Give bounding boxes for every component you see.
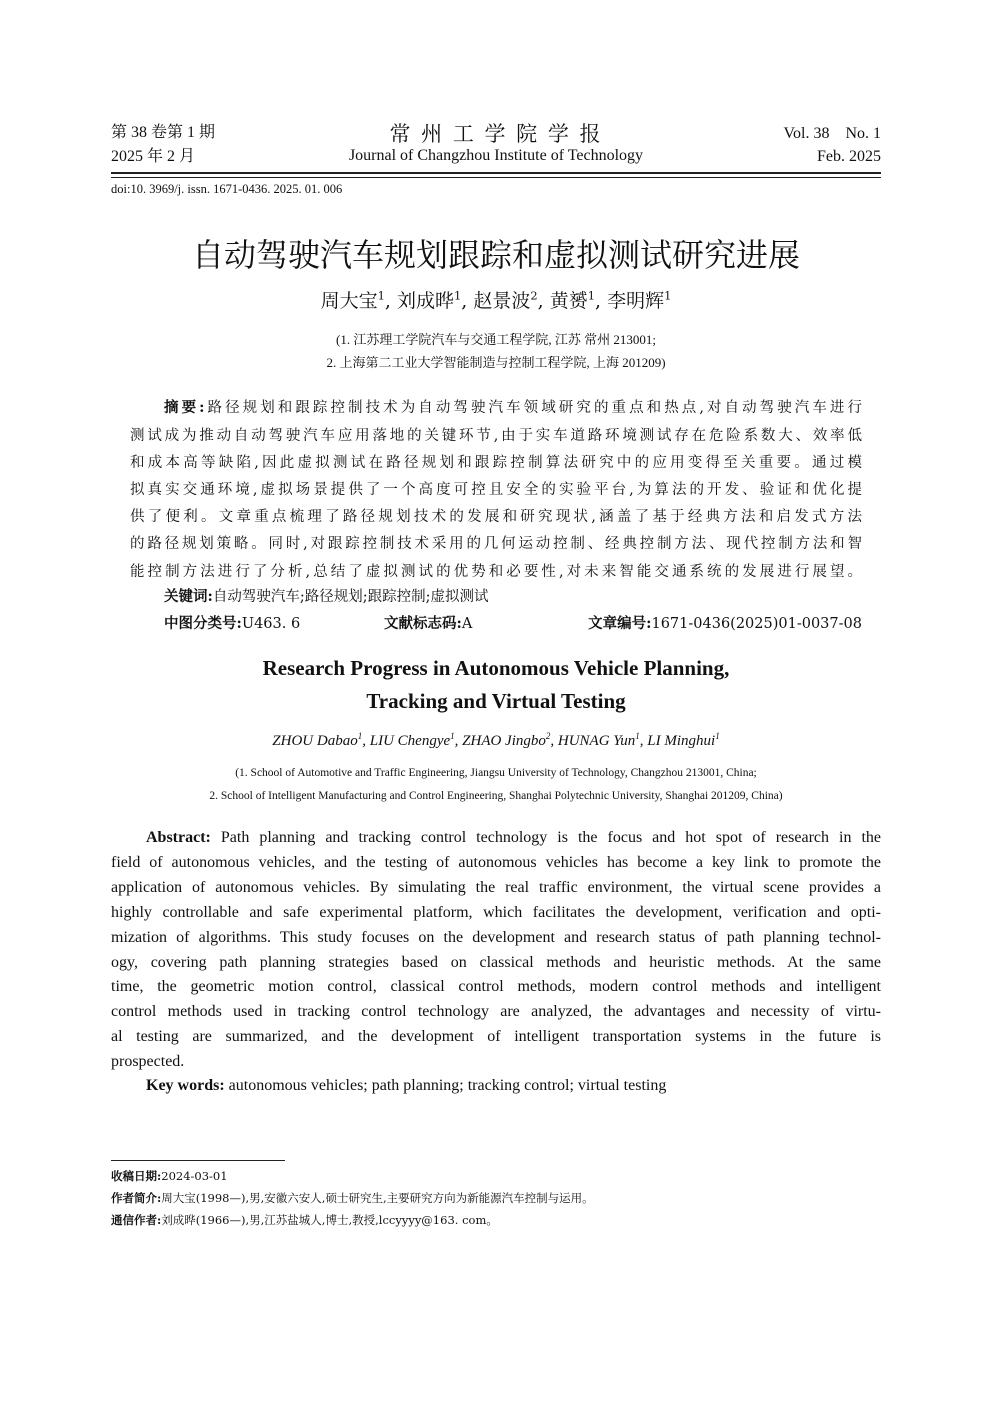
clc-value: U463. 6 xyxy=(241,616,301,632)
clc-number xyxy=(164,612,300,633)
aff-mark: 2 xyxy=(545,731,551,741)
footnote-received xyxy=(111,1168,228,1184)
author: 李明辉 xyxy=(607,290,665,312)
abstract-en-line: ogy, covering path planning strategies based on classical methods and heuristic methods. At the same xyxy=(111,954,881,971)
abstract-en-line: al testing are summarized, and the development of intelligent transportation systems in the future is xyxy=(111,1028,881,1045)
abstract-en-line xyxy=(111,828,881,848)
clc-label: 中图分类号: xyxy=(164,615,242,632)
aff-mark: 2 xyxy=(530,288,538,303)
journal-name-en: Journal of Changzhou Institute of Technology xyxy=(348,147,644,164)
footnote-label: 通信作者: xyxy=(111,1213,162,1227)
keywords-cn-label: 关键词: xyxy=(164,588,213,605)
authors-cn: 周大宝$^1$, 刘成晔$^1$, 赵景波$^2$, 黄赟$^1$, 李明辉$^1$ xyxy=(320,288,672,312)
aff-mark: 1 xyxy=(450,731,455,741)
abstract-cn-line: 的路径规划策略。同时,对跟踪控制技术采用的几何运动控制、经典控制方法、现代控制方法和智 xyxy=(130,536,862,552)
abstract-cn-text: 路径规划和跟踪控制技术为自动驾驶汽车领域研究的重点和热点,对自动驾驶汽车进行 xyxy=(204,400,862,416)
title-en-line: Tracking and Virtual Testing xyxy=(366,689,626,713)
footnote-text: 刘成晔(1966—),男,江苏盐城人,博士,教授,lccyyyy@163. com。 xyxy=(161,1213,498,1227)
aff-mark: 1 xyxy=(587,288,595,303)
affiliation-cn: 2. 上海第二工业大学智能制造与控制工程学院, 上海 201209) xyxy=(326,355,666,370)
aff-mark: 1 xyxy=(357,731,363,741)
header-rule xyxy=(111,172,881,174)
abstract-cn-line xyxy=(130,398,862,418)
affiliation-en: (1. School of Automotive and Traffic Engineering, Jiangsu University of Technology, Changzhou 213001, China; xyxy=(235,767,757,779)
affiliation-cn: (1. 江苏理工学院汽车与交通工程学院, 江苏 常州 213001; xyxy=(336,332,656,347)
date-en: Feb. 2025 xyxy=(817,148,881,165)
author: 刘成晔 xyxy=(397,290,455,312)
doi: doi:10. 3969/j. issn. 1671-0436. 2025. 01. 006 xyxy=(111,182,343,196)
author: LIU Chengye xyxy=(369,733,451,749)
abstract-cn-label: 摘要: xyxy=(164,399,205,416)
journal-name-cn: 常 州 工 学 院 学 报 xyxy=(389,122,603,146)
affiliation-en: 2. School of Intelligent Manufacturing and Control Engineering, Shanghai Polytechnic University, Shanghai 201209, China) xyxy=(209,790,783,802)
title-en-line: Research Progress in Autonomous Vehicle Planning, xyxy=(262,656,730,680)
header-rule-thin xyxy=(111,177,881,178)
footnote-author-bio xyxy=(111,1190,594,1206)
article-number-value: 1671-0436(2025)01-0037-08 xyxy=(651,616,862,632)
aff-mark: 1 xyxy=(454,288,462,303)
footnote-label: 作者简介: xyxy=(111,1191,162,1205)
author: LI Minghui xyxy=(647,733,716,749)
document-code-value: A xyxy=(461,616,473,632)
document-code xyxy=(384,612,472,633)
aff-mark: 1 xyxy=(715,731,720,741)
abstract-en-line: time, the geometric motion control, classical control methods, modern control methods and intelligent xyxy=(111,978,881,995)
author: 赵景波 xyxy=(473,290,531,312)
keywords-en-text: autonomous vehicles; path planning; tracking control; virtual testing xyxy=(228,1077,667,1094)
abstract-en-line: field of autonomous vehicles, and the testing of autonomous vehicles has become a key link to promote the xyxy=(111,854,881,871)
document-code-label: 文献标志码: xyxy=(384,615,462,632)
abstract-en-line: mization of algorithms. This study focuses on the development and research status of path planning technol- xyxy=(111,929,881,946)
abstract-en-label: Abstract: xyxy=(146,829,211,846)
abstract-en-text: Path planning and tracking control technology is the focus and hot spot of research in the xyxy=(220,829,882,846)
aff-mark: 1 xyxy=(377,288,385,303)
abstract-en-line: prospected. xyxy=(111,1053,185,1070)
article-number-label: 文章编号: xyxy=(588,615,652,632)
abstract-cn-line: 测试成为推动自动驾驶汽车应用落地的关键环节,由于实车道路环境测试存在危险系数大、效率低 xyxy=(130,428,862,444)
footnote-rule xyxy=(111,1160,285,1161)
volume-issue-en: Vol. 38 No. 1 xyxy=(783,125,881,142)
abstract-en-line: control methods used in tracking control technology are analyzed, the advantages and necessity of virtu- xyxy=(111,1003,881,1020)
author: HUNAG Yun xyxy=(557,733,636,749)
keywords-cn xyxy=(164,585,489,606)
author: 黄赟 xyxy=(549,290,588,312)
keywords-cn-text: 自动驾驶汽车;路径规划;跟踪控制;虚拟测试 xyxy=(212,589,489,605)
date-cn: 2025 年 2 月 xyxy=(111,148,196,165)
abstract-en-line: application of autonomous vehicles. By simulating the real traffic environment, the virtual scene provides a xyxy=(111,879,881,896)
author: 周大宝 xyxy=(320,290,378,312)
aff-mark: 1 xyxy=(635,731,640,741)
abstract-cn-line: 和成本高等缺陷,因此虚拟测试在路径规划和跟踪控制算法研究中的应用变得至关重要。通过模 xyxy=(130,455,862,471)
abstract-cn-line: 拟真实交通环境,虚拟场景提供了一个高度可控且安全的实验平台,为算法的开发、验证和优化提 xyxy=(130,482,862,498)
article-number xyxy=(588,612,862,633)
authors-en: ZHOU Dabao$^1$, LIU Chengye$^1$, ZHAO Jingbo$^2$, HUNAG Yun$^1$, LI Minghui$^1$ xyxy=(272,731,720,749)
volume-issue-cn: 第 38 卷第 1 期 xyxy=(111,124,216,141)
author: ZHOU Dabao xyxy=(272,733,358,749)
footnote-text: 周大宝(1998—),男,安徽六安人,硕士研究生,主要研究方向为新能源汽车控制与运用。 xyxy=(161,1191,594,1205)
footnote-label: 收稿日期: xyxy=(111,1169,162,1183)
author: ZHAO Jingbo xyxy=(462,733,546,749)
footnote-text: 2024-03-01 xyxy=(161,1169,228,1183)
aff-mark: 1 xyxy=(664,288,672,303)
abstract-cn-line: 供了便利。文章重点梳理了路径规划技术的发展和研究现状,涵盖了基于经典方法和启发式方法 xyxy=(130,509,862,525)
abstract-en-line: highly controllable and safe experimental platform, which facilitates the development, verification and opti- xyxy=(111,904,881,921)
title-cn: 自动驾驶汽车规划跟踪和虚拟测试研究进展 xyxy=(191,236,800,274)
keywords-en xyxy=(146,1077,666,1095)
footnote-corresponding-author xyxy=(111,1212,498,1228)
keywords-en-label: Key words: xyxy=(146,1077,225,1094)
abstract-cn-line: 能控制方法进行了分析,总结了虚拟测试的优势和必要性,对未来智能交通系统的发展进行展望。 xyxy=(130,564,862,580)
